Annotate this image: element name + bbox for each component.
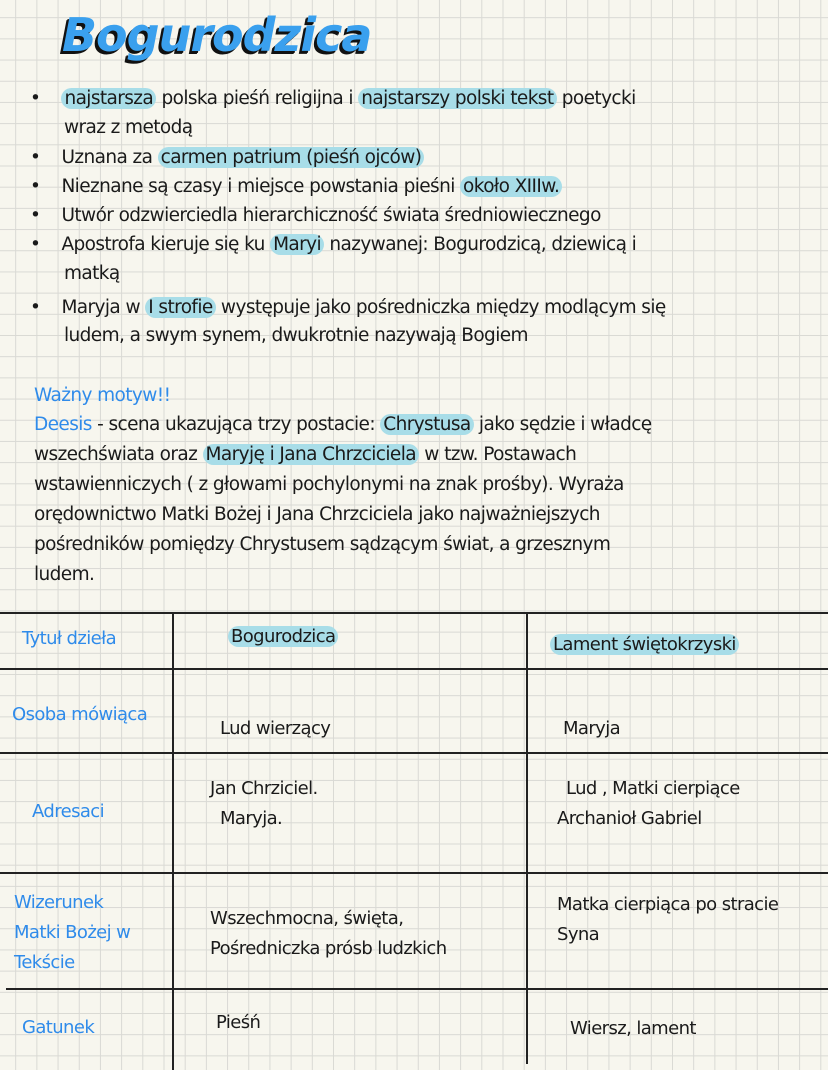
highlight: najstarsza (61, 88, 156, 109)
cell: Wiersz, lament (570, 1018, 696, 1039)
row-label: Adresaci (32, 801, 105, 822)
highlight: Maryję i Jana Chrzciciela (203, 444, 419, 465)
header-col2: Lament świętokrzyski (550, 634, 739, 655)
page-title: Bogurodzica (62, 8, 372, 62)
row-label: Osoba mówiąca (12, 704, 148, 725)
table-rule (0, 752, 828, 754)
list-item: • Uznana za carmen patrium (pieśń ojców) (30, 144, 424, 172)
table-rule (6, 988, 828, 990)
header-label: Tytuł dzieła (22, 628, 117, 649)
list-item: • Apostrofa kieruje się ku Maryi nazywanej: Bogurodzicą, dziewicą i (30, 234, 637, 255)
list-item-continuation: wraz z metodą (64, 117, 193, 138)
cell: Maryja (563, 718, 621, 739)
list-item-continuation: matką (64, 263, 120, 284)
highlight: około XIIIw. (460, 176, 562, 197)
list-item: • Utwór odzwierciedla hierarchiczność świata średniowiecznego (30, 205, 601, 226)
cell: Lud , Matki cierpiące (566, 778, 740, 799)
table-rule (0, 872, 828, 874)
cell: Pieśń (216, 1012, 261, 1033)
highlight: I strofie (145, 297, 215, 318)
cell: Syna (557, 924, 600, 945)
row-label: Matki Bożej w (14, 922, 131, 943)
table-rule (172, 612, 174, 1070)
list-item-continuation: ludem, a swym synem, dwukrotnie nazywają Bogiem (64, 325, 528, 346)
motif-line: pośredników pomiędzy Chrystusem sądzącym świat, a grzesznym (34, 534, 611, 555)
table-rule (0, 668, 828, 670)
list-item: • Maryja w I strofie występuje jako pośredniczka między modlącym się (30, 297, 666, 318)
motif-line: wstawienniczych ( z głowami pochylonymi na znak prośby). Wyraża (34, 474, 624, 495)
cell: Archanioł Gabriel (557, 808, 702, 829)
cell: Jan Chrziciel. (210, 778, 318, 799)
highlight: Maryi (270, 234, 324, 255)
motif-line: orędownictwo Matki Bożej i Jana Chrzciciela jako najważniejszych (34, 504, 600, 525)
cell: Lud wierzący (220, 718, 331, 739)
highlight: Chrystusa (380, 414, 473, 435)
cell: Pośredniczka prósb ludzkich (210, 938, 447, 959)
cell: Wszechmocna, święta, (210, 908, 404, 929)
highlight: carmen patrium (pieśń ojców) (158, 147, 425, 168)
motif-line: Deesis - scena ukazująca trzy postacie: Chrystusa jako sędzie i władcę (34, 414, 652, 435)
cell: Maryja. (220, 808, 283, 829)
highlight: najstarszy polski tekst (358, 88, 556, 109)
row-label: Wizerunek (14, 892, 104, 913)
row-label: Gatunek (22, 1017, 95, 1038)
cell: Matka cierpiąca po stracie (557, 894, 779, 915)
table-rule (526, 612, 528, 1064)
motif-line: ludem. (34, 564, 95, 585)
row-label: Tekście (14, 952, 75, 973)
motif-term: Deesis (34, 414, 92, 435)
motif-heading: Ważny motyw!! (34, 385, 171, 406)
list-item: • najstarsza polska pieśń religijna i najstarszy polski tekst poetycki (30, 88, 636, 109)
motif-line: wszechświata oraz Maryję i Jana Chrzciciela w tzw. Postawach (34, 444, 577, 465)
table-rule (0, 612, 828, 614)
header-col1: Bogurodzica (228, 626, 338, 647)
list-item: • Nieznane są czasy i miejsce powstania pieśni około XIIIw. (30, 173, 562, 201)
